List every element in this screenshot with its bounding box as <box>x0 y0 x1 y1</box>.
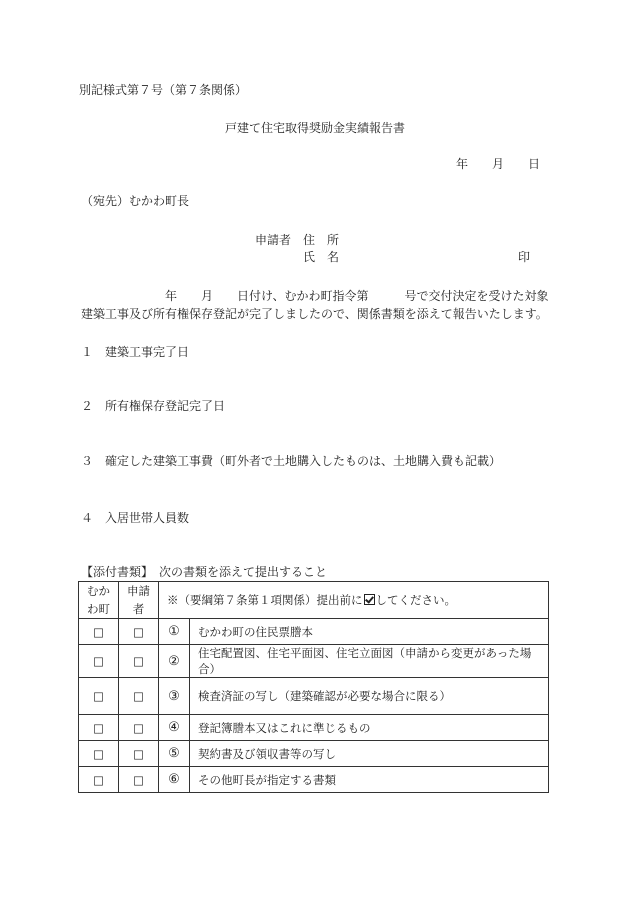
applicant-check-box[interactable]: □ <box>119 767 159 793</box>
row-number: ① <box>159 619 190 645</box>
applicant-name-row <box>255 249 530 265</box>
document-name: むかわ町の住民票謄本 <box>190 619 549 645</box>
document-name: 検査済証の写し（建築確認が必要な場合に限る） <box>190 678 549 715</box>
town-check-box[interactable]: □ <box>79 741 119 767</box>
town-check-box[interactable]: □ <box>79 619 119 645</box>
attachment-row <box>79 619 549 645</box>
attachment-row <box>79 741 549 767</box>
seal-mark: 印 <box>517 250 530 264</box>
item-household-members: ４ 入居世帯人員数 <box>81 511 190 525</box>
item-construction-completion-date: １ 建築工事完了日 <box>81 345 190 359</box>
town-check-box[interactable]: □ <box>79 715 119 741</box>
row-number: ⑥ <box>159 767 190 793</box>
item-registration-completion-date: ２ 所有権保存登記完了日 <box>81 399 226 413</box>
body-paragraph: 年 月 日付け、むかわ町指令第 号で交付決定を受けた対象建築工事及び所有権保存登記が完了しましたので、関係書類を添えて報告いたします。 <box>81 289 549 321</box>
attachments-heading: 【添付書類】 次の書類を添えて提出すること <box>81 565 328 579</box>
attachment-row <box>79 678 549 715</box>
row-number: ② <box>159 645 190 678</box>
applicant-check-box[interactable]: □ <box>119 715 159 741</box>
document-title: 戸建て住宅取得奨励金実績報告書 <box>224 121 405 135</box>
attachments-header-row <box>79 582 549 619</box>
form-id: 別記様式第７号（第７条関係） <box>79 83 248 97</box>
attachment-row <box>79 767 549 793</box>
town-check-box[interactable]: □ <box>79 678 119 715</box>
town-check-box[interactable]: □ <box>79 767 119 793</box>
document-name: 契約書及び領収書等の写し <box>190 741 549 767</box>
applicant-name-label: 氏 名 <box>303 250 340 264</box>
row-number: ③ <box>159 678 190 715</box>
attachment-row <box>79 715 549 741</box>
col-header-town: むか わ町 <box>79 582 119 619</box>
checked-box-icon <box>364 594 375 605</box>
col-header-note: ※（要綱第７条第１項関係）提出前に してください。 <box>159 582 549 619</box>
attachments-table <box>78 581 549 793</box>
applicant-check-box[interactable]: □ <box>119 619 159 645</box>
document-name: 登記簿謄本又はこれに準じるもの <box>190 715 549 741</box>
addressee: （宛先）むかわ町長 <box>81 194 190 208</box>
town-check-box[interactable]: □ <box>79 645 119 678</box>
applicant-check-box[interactable]: □ <box>119 741 159 767</box>
date-line: 年 月 日 <box>456 157 541 171</box>
col-header-applicant: 申請 者 <box>119 582 159 619</box>
applicant-check-box[interactable]: □ <box>119 645 159 678</box>
applicant-address-label: 申請者 住 所 <box>255 233 340 247</box>
row-number: ⑤ <box>159 741 190 767</box>
document-name: その他町長が指定する書類 <box>190 767 549 793</box>
row-number: ④ <box>159 715 190 741</box>
attachment-row <box>79 645 549 678</box>
document-name: 住宅配置図、住宅平面図、住宅立面図（申請から変更があった場合） <box>190 645 549 678</box>
applicant-check-box[interactable]: □ <box>119 678 159 715</box>
item-construction-cost: ３ 確定した建築工事費（町外者で土地購入したものは、土地購入費も記載） <box>81 454 502 468</box>
